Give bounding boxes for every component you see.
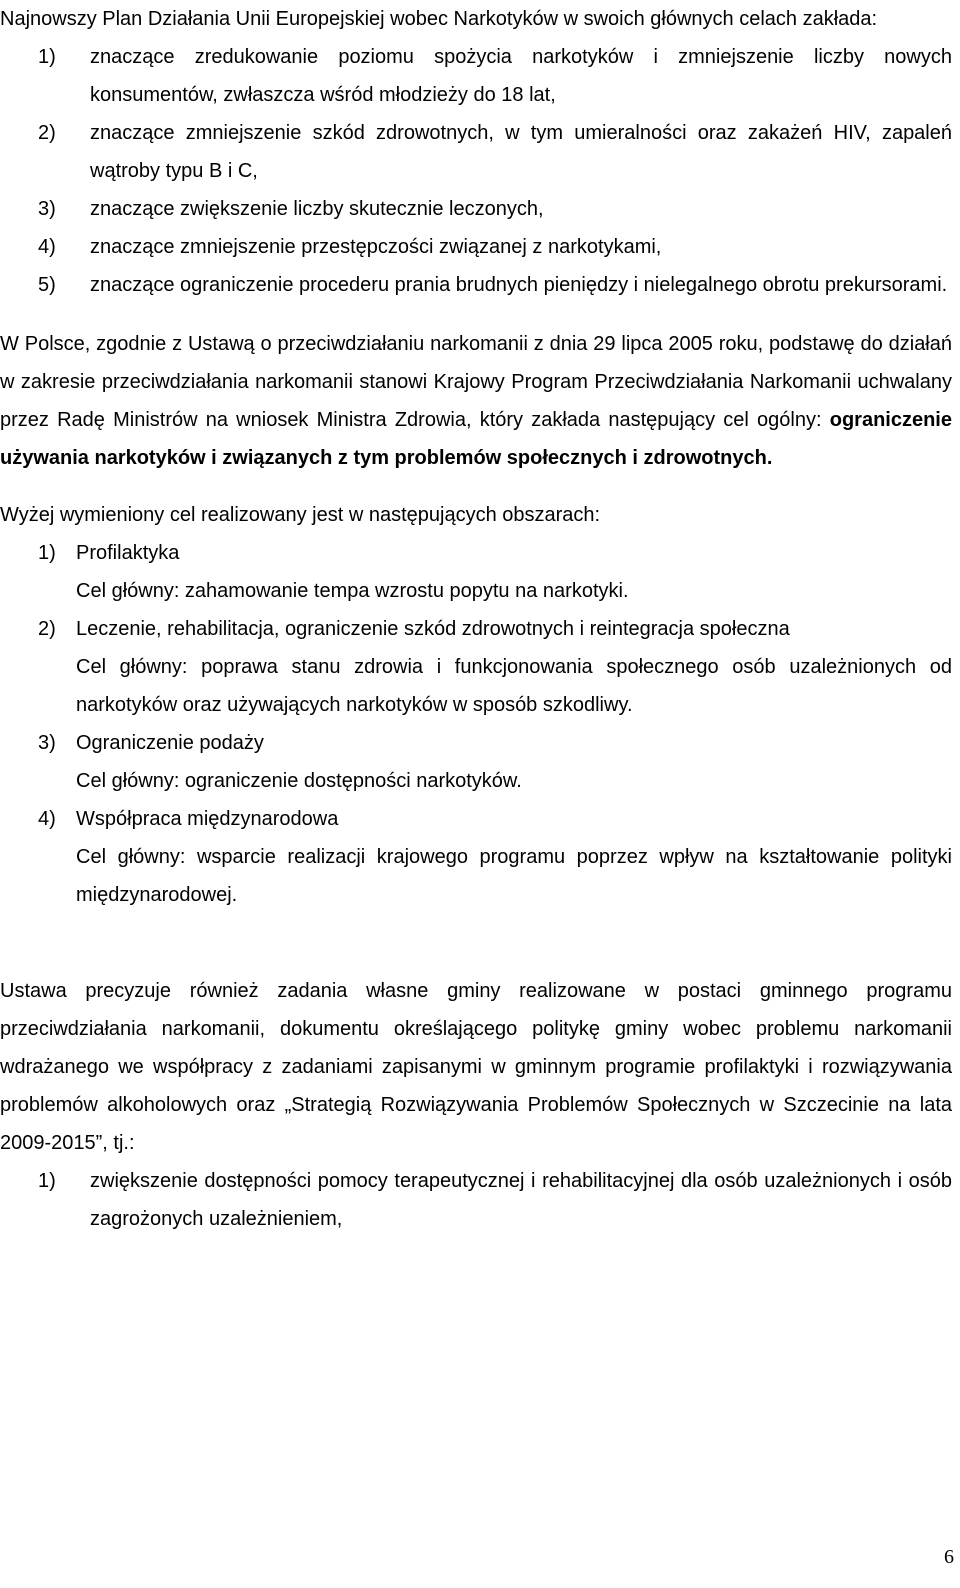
list-text: znaczące zwiększenie liczby skutecznie leczonych, [90,198,544,220]
area-goal: Cel główny: poprawa stanu zdrowia i funkcjonowania społecznego osób uzależnionych od narkotyków oraz używających narkotyków w sposób szkodliwy. [76,656,952,716]
poland-paragraph [0,325,952,477]
list-text: znaczące zredukowanie poziomu spożycia narkotyków i zmniejszenie liczby nowych konsumentów, zwłaszcza wśród młodzieży do 18 lat, [90,46,952,106]
area-name: Ograniczenie podaży [76,732,264,754]
list-item [0,724,952,762]
paragraph-gap [0,304,952,325]
list-number: 3) [38,732,56,754]
list-number: 2) [38,122,56,144]
list-text: znaczące ograniczenie procederu prania brudnych pieniędzy i nielegalnego obrotu prekursorami. [90,274,948,296]
list-number: 3) [38,198,56,220]
eu-plan-intro: Najnowszy Plan Działania Unii Europejskiej wobec Narkotyków w swoich głównych celach zakłada: [0,8,878,30]
list-item [0,228,952,266]
list-number: 4) [38,236,56,258]
list-text: znaczące zmniejszenie przestępczości związanej z narkotykami, [90,236,662,258]
list-item [0,1162,952,1238]
list-item [0,800,952,838]
area-name: Współpraca międzynarodowa [76,808,339,830]
ustawa-paragraph: Ustawa precyzuje również zadania własne gminy realizowane w postaci gminnego programu przeciwdziałania narkomanii, dokumentu określającego politykę gminy wobec problemu narkomanii wdrażanego we współpracy z zadaniami zapisanymi w gminnym programie profilaktyki i rozwiązywania problemów alkoholowych oraz „Strategią Rozwiązywania Problemów Społecznych w Szczecinie na lata 2009-2015”, tj.: [0,980,952,1154]
list-item [0,266,952,304]
list-item [0,534,952,572]
list-text: zwiększenie dostępności pomocy terapeutycznej i rehabilitacyjnej dla osób uzależnionych i osób zagrożonych uzależnieniem, [90,1170,952,1230]
areas-intro: Wyżej wymieniony cel realizowany jest w następujących obszarach: [0,504,601,526]
poland-text: W Polsce, zgodnie z Ustawą o przeciwdziałaniu narkomanii z dnia 29 lipca 2005 roku, podstawę do działań w zakresie przeciwdziałania narkomanii stanowi Krajowy Program Przeciwdziałania Narkomanii uchwalany przez Radę Ministrów na wniosek Ministra Zdrowia, który zakłada następujący cel ogólny: [0,333,952,431]
list-number: 4) [38,808,56,830]
area-name: Leczenie, rehabilitacja, ograniczenie szkód zdrowotnych i reintegracja społeczna [76,618,790,640]
paragraph-gap [0,477,952,496]
list-text: znaczące zmniejszenie szkód zdrowotnych, w tym umieralności oraz zakażeń HIV, zapaleń wątroby typu B i C, [90,122,952,182]
list-number: 1) [38,46,56,68]
list-item [0,38,952,114]
list-item [0,190,952,228]
page-number: 6 [944,1546,954,1568]
area-goal: Cel główny: wsparcie realizacji krajowego programu poprzez wpływ na kształtowanie polityki międzynarodowej. [76,846,952,906]
list-number: 1) [38,1170,56,1192]
list-item [0,114,952,190]
poland-bold-goal: ograniczenie używania narkotyków i związanych z tym problemów społecznych i zdrowotnych. [0,409,952,469]
area-name: Profilaktyka [76,542,180,564]
area-goal: Cel główny: zahamowanie tempa wzrostu popytu na narkotyki. [76,580,629,602]
list-item [0,610,952,648]
list-number: 5) [38,274,56,296]
area-goal: Cel główny: ograniczenie dostępności narkotyków. [76,770,522,792]
list-number: 2) [38,618,56,640]
paragraph-gap [0,914,952,972]
list-number: 1) [38,542,56,564]
